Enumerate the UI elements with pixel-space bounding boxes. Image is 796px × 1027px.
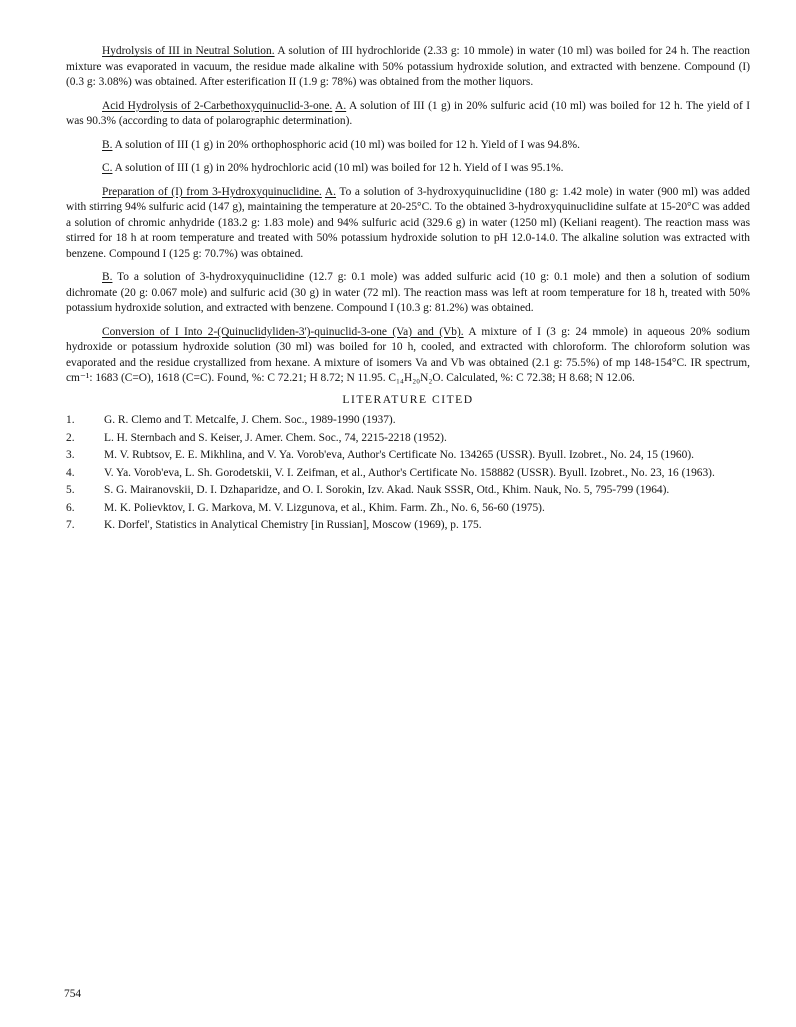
paragraph-body: A solution of III (1 g) in 20% sulfuric acid (10 ml) was boiled for 12 h. The yield of I was 90.3% (according to data of polarographic determination). [66, 99, 750, 127]
section-heading: Conversion of I Into 2-(Quinuclidyliden-3')-quinuclid-3-one (Va) and (Vb). [102, 325, 464, 338]
reference-item [66, 448, 750, 464]
reference-number: 7. [66, 519, 75, 531]
reference-text: M. V. Rubtsov, E. E. Mikhlina, and V. Ya. Vorob'eva, Author's Certificate No. 134265 (USSR). Byull. Izobret., No. 24, 15 (1960). [104, 449, 694, 461]
reference-item [66, 466, 750, 482]
reference-text: L. H. Sternbach and S. Keiser, J. Amer. Chem. Soc., 74, 2215-2218 (1952). [104, 431, 447, 444]
literature-cited-heading: LITERATURE CITED [342, 392, 474, 406]
reference-number: 5. [66, 484, 75, 496]
subsection-label: B. [102, 271, 113, 283]
reference-number: 3. [66, 449, 75, 461]
page-number: 754 [64, 988, 82, 1000]
reference-text: K. Dorfel', Statistics in Analytical Chemistry [in Russian], Moscow (1969), p. 175. [104, 519, 482, 531]
paragraph-preparation-b [66, 270, 750, 317]
section-heading: Hydrolysis of III in Neutral Solution. [102, 45, 275, 57]
paragraph-acid-hydrolysis-a [66, 99, 750, 130]
subsection-label: B. [102, 138, 113, 151]
reference-list [66, 413, 750, 534]
reference-item [66, 518, 750, 534]
paragraph-conversion [66, 325, 750, 387]
reference-number: 6. [66, 501, 75, 514]
subsection-label: C. [102, 162, 113, 174]
paragraph-body: A solution of III (1 g) in 20% orthophosphoric acid (10 ml) was boiled for 12 h. Yield of I was 94.8%. [112, 138, 580, 151]
paragraph-acid-hydrolysis-c [66, 161, 750, 177]
subsection-label: A. [335, 99, 347, 112]
reference-text: M. K. Polievktov, I. G. Markova, M. V. Lizgunova, et al., Khim. Farm. Zh., No. 6, 56-60 (1975). [104, 501, 545, 514]
paragraph-body: A solution of III (1 g) in 20% hydrochloric acid (10 ml) was boiled for 12 h. Yield of I was 95.1%. [112, 162, 564, 174]
section-heading: Acid Hydrolysis of 2-Carbethoxyquinuclid-3-one. [102, 99, 333, 112]
body-text [66, 44, 750, 536]
paragraph-preparation-a [66, 185, 750, 263]
reference-item [66, 501, 750, 517]
paragraph-body: A mixture of I (3 g: 24 mmole) in aqueous 20% sodium hydroxide or potassium hydroxide solution (30 ml) was boiled for 10 h, cooled, and extracted with chloroform. The chloroform solution was evaporated and the residue crystallized from hexane. A mixture of isomers Va and Vb was obtained (2.1 g: 75.5%) of mp 148-154°C. IR spectrum, cm⁻¹: 1683 (C=O), 1618 (C=C). Found, %: C 72.21; H 8.72; N 11.95. C₁₄H₂₀N₂O. Calculated, %: C 72.38; H 8.68; N 12.06. [66, 325, 750, 384]
reference-text: S. G. Mairanovskii, D. I. Dzhaparidze, and O. I. Sorokin, Izv. Akad. Nauk SSSR, Otd., Khim. Nauk, No. 5, 795-799 (1964). [104, 484, 670, 496]
reference-item [66, 431, 750, 447]
paragraph-neutral-hydrolysis [66, 44, 750, 91]
reference-number: 2. [66, 431, 75, 444]
paragraph-body: A solution of III hydrochloride (2.33 g: 10 mmole) in water (10 ml) was boiled for 24 h. The reaction mixture was evaporated in vacuum, the residue made alkaline with 50% potassium hydroxide solution, and extracted with benzene. Compound (I) (0.3 g: 3.08%) was obtained. After esterification II (1.9 g: 78%) was obtained from the mother liquors. [66, 45, 751, 88]
reference-number: 4. [66, 466, 75, 479]
reference-text: V. Ya. Vorob'eva, L. Sh. Gorodetskii, V. I. Zeifman, et al., Author's Certificate No. 158882 (USSR). Byull. Izobret., No. 23, 16 (1963). [104, 466, 715, 479]
paragraph-acid-hydrolysis-b [66, 138, 750, 154]
reference-text: G. R. Clemo and T. Metcalfe, J. Chem. Soc., 1989-1990 (1937). [104, 414, 396, 426]
paragraph-body: To a solution of 3-hydroxyquinuclidine (180 g: 1.42 mole) in water (900 ml) was added with stirring 94% sulfuric acid (147 g), maintaining the temperature at 20-25°C. To the obtained 3-hydroxyquinuclidine sulfate at 15-20°C was added a solution of chromic anhydride (183.2 g: 1.83 mole) and 94% sulfuric acid (329.6 g) in water (1250 ml) (Keliani reagent). The reaction mass was stirred for 18 h at room temperature and treated with 50% potassium hydroxide solution to pH 12.0-14.0. The alkaline solution was extracted with benzene. Compound I (125 g: 70.7%) was obtained. [66, 185, 750, 260]
reference-item [66, 413, 750, 429]
paragraph-body: To a solution of 3-hydroxyquinuclidine (12.7 g: 0.1 mole) was added sulfuric acid (10 g: 0.1 mole) and then a solution of sodium dichromate (20 g: 0.067 mole) and sulfuric acid (30 g) in water (72 ml). The reaction mass was left at room temperature for 18 h, treated with 50% potassium hydroxide solution, and extracted with benzene. Compound I (10.3 g: 81.2%) was obtained. [66, 271, 750, 314]
subsection-label: A. [324, 185, 336, 198]
section-heading: Preparation of (I) from 3-Hydroxyquinuclidine. [102, 185, 322, 198]
reference-item [66, 483, 750, 499]
reference-number: 1. [66, 414, 75, 426]
